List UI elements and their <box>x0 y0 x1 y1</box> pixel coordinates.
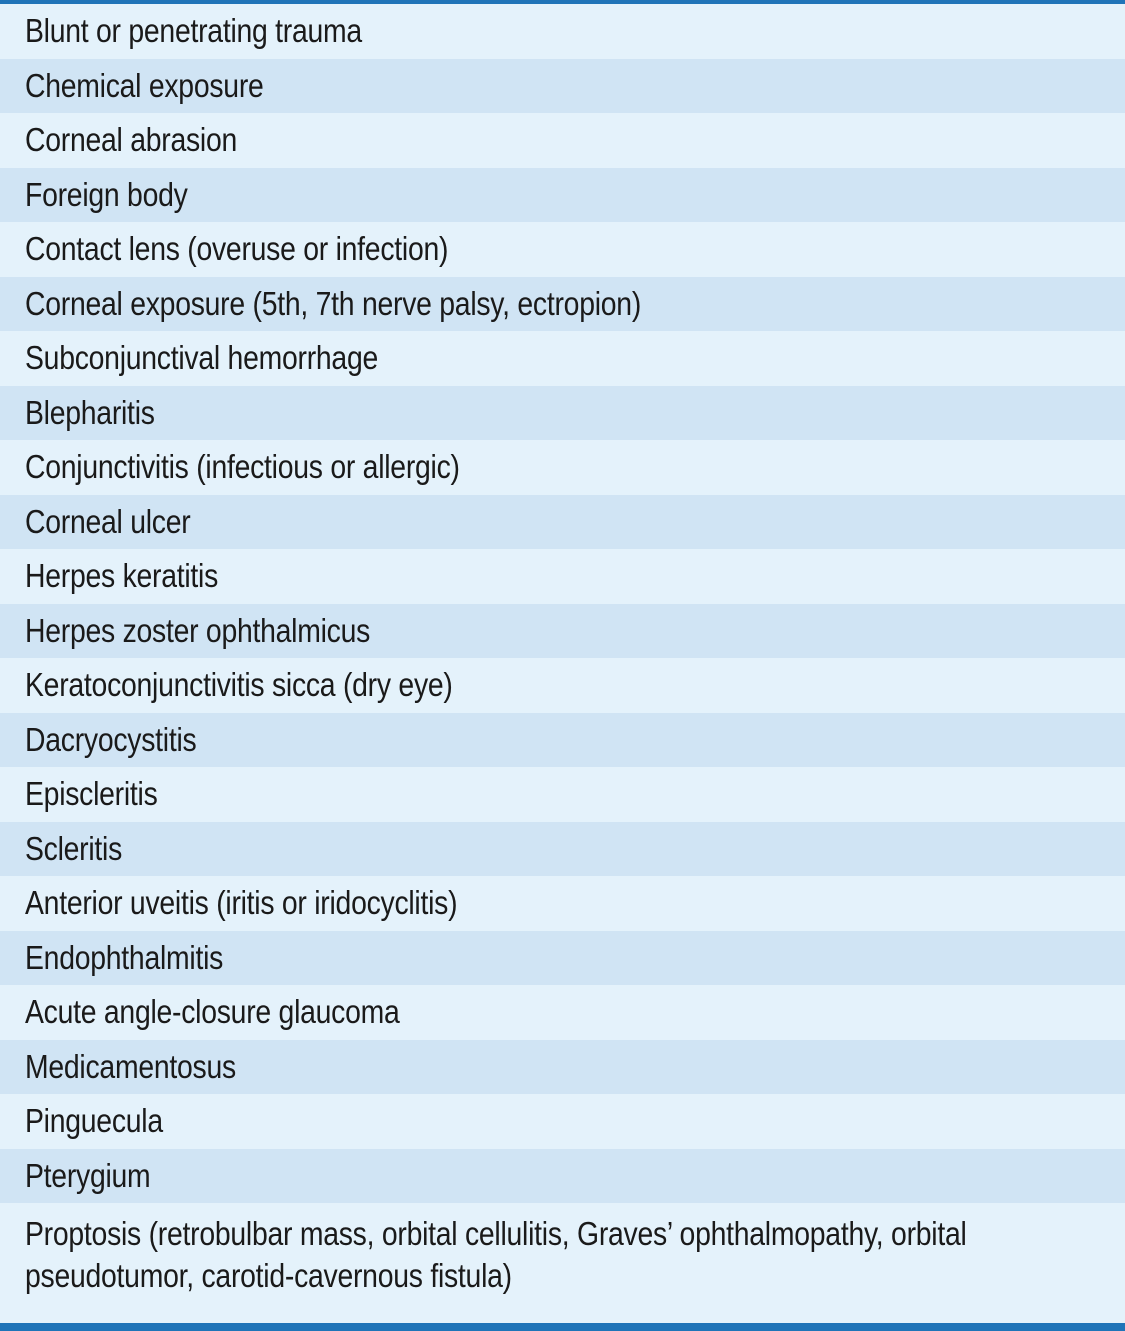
row-text: Medicamentosus <box>25 1047 236 1085</box>
row-text: Chemical exposure <box>25 66 264 104</box>
table-rows <box>0 4 1125 1313</box>
row-text: Contact lens (overuse or infection) <box>25 230 449 268</box>
table-row <box>0 604 1125 659</box>
table-row <box>0 767 1125 822</box>
table-row <box>0 1040 1125 1095</box>
row-text: Acute angle-closure glaucoma <box>25 993 400 1031</box>
row-text: Subconjunctival hemorrhage <box>25 339 378 377</box>
row-text: Conjunctivitis (infectious or allergic) <box>25 448 460 486</box>
row-text: Herpes zoster ophthalmicus <box>25 611 371 649</box>
row-text: Keratoconjunctivitis sicca (dry eye) <box>25 666 453 704</box>
row-text: Pterygium <box>25 1156 151 1194</box>
table-row <box>0 658 1125 713</box>
row-text: Blepharitis <box>25 393 155 431</box>
table-row <box>0 985 1125 1040</box>
table-row <box>0 822 1125 877</box>
table-row <box>0 495 1125 550</box>
table-row <box>0 277 1125 332</box>
row-text: Corneal abrasion <box>25 121 238 159</box>
row-text: Corneal exposure (5th, 7th nerve palsy, ectropion) <box>25 284 642 322</box>
table-row <box>0 113 1125 168</box>
table-row <box>0 1203 1125 1313</box>
row-text: Endophthalmitis <box>25 938 224 976</box>
table-row <box>0 931 1125 986</box>
table-row <box>0 549 1125 604</box>
table-row <box>0 59 1125 114</box>
table-row <box>0 876 1125 931</box>
row-text: Scleritis <box>25 829 123 867</box>
table-row <box>0 222 1125 277</box>
table-row <box>0 440 1125 495</box>
row-text: Corneal ulcer <box>25 502 191 540</box>
row-text: Anterior uveitis (iritis or iridocyclitis) <box>25 884 458 922</box>
row-text: Episcleritis <box>25 775 158 813</box>
row-text: Pinguecula <box>25 1102 163 1140</box>
table-row <box>0 4 1125 59</box>
row-text: Herpes keratitis <box>25 557 219 595</box>
row-text: Proptosis (retrobulbar mass, orbital cellulitis, Graves’ ophthalmopathy, orbital pseudotumor, carotid-cavernous fistula) <box>25 1215 967 1294</box>
table-row <box>0 168 1125 223</box>
table-row <box>0 386 1125 441</box>
table-row <box>0 1149 1125 1204</box>
row-text: Foreign body <box>25 175 188 213</box>
row-text: Blunt or penetrating trauma <box>25 12 362 50</box>
table-row <box>0 1094 1125 1149</box>
row-text: Dacryocystitis <box>25 720 197 758</box>
table-row <box>0 331 1125 386</box>
table-row <box>0 713 1125 768</box>
